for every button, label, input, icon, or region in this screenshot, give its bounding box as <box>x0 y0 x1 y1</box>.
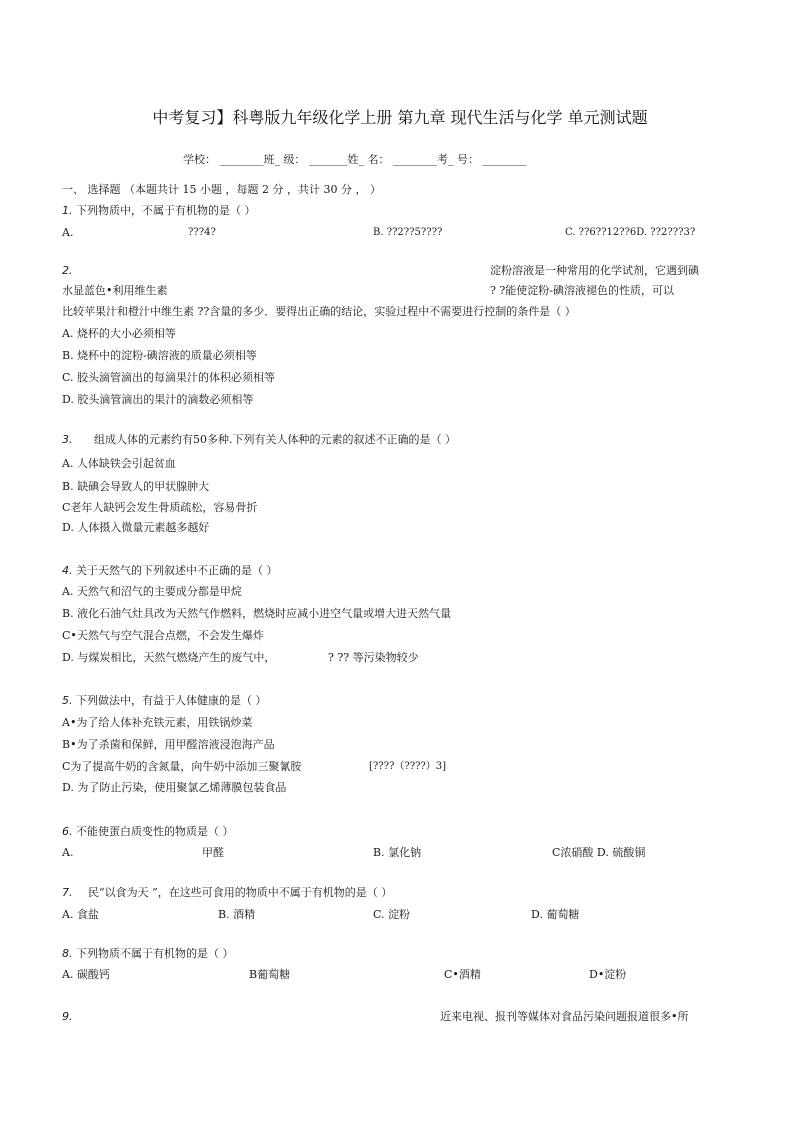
option-a: A. 天然气和沼气的主要成分都是甲烷 <box>62 585 242 598</box>
option-a: A. 碳酸钙 <box>62 968 110 981</box>
question-stem-part: 近来电视、报刊等媒体对食品污染问题报道很多•所 <box>440 1010 689 1023</box>
option-c: C•酒精 <box>444 968 481 981</box>
option-d: D. 为了防止污染，使用聚氯乙烯薄膜包装食品 <box>62 781 287 794</box>
option-d: D. 葡萄糖 <box>531 908 580 921</box>
option-c: C•天然气与空气混合点燃，不会发生爆炸 <box>62 629 264 642</box>
question-number: 8. <box>62 947 73 960</box>
option-c-formula: [????（????）3] <box>369 761 447 772</box>
option-c: C老年人缺钙会发生骨质疏松，容易骨折 <box>62 501 258 514</box>
option-c: C. 胶头滴管滴出的每滴果汁的体积必须相等 <box>62 371 276 384</box>
option-a-label: A. <box>62 846 74 859</box>
option-b: B. 烧杯中的淀粉-碘溶液的质量必须相等 <box>62 349 257 362</box>
option-a: A. 人体缺铁会引起贫血 <box>62 457 176 470</box>
option-a: A. 食盐 <box>62 908 99 921</box>
option-c: C为了提高牛奶的含氮量，向牛奶中添加三聚氰胺 <box>62 760 302 773</box>
question-number: 6. <box>62 825 73 838</box>
option-c: C. 淀粉 <box>373 908 411 921</box>
question-number: 4. <box>62 564 73 577</box>
question-number: 9. <box>62 1010 73 1023</box>
option-d: D. 与煤炭相比，天然气燃烧产生的废气中， <box>62 651 276 664</box>
option-a: A•为了给人体补充铁元素，用铁锅炒菜 <box>62 716 253 729</box>
option-d: D. 人体摄入微量元素越多越好 <box>62 521 210 534</box>
option-b: B. ??2??5???? <box>373 227 443 238</box>
option-a: ???4? <box>188 227 216 238</box>
option-b: B. 氯化钠 <box>373 846 422 859</box>
question-stem-part: 水显蓝色•利用维生素 <box>62 284 168 297</box>
option-d: D•淀粉 <box>589 968 627 981</box>
option-b: B•为了杀菌和保鲜，用甲醛溶液浸泡海产品 <box>62 738 275 751</box>
question-stem-part: 淀粉溶液是一种常用的化学试剂，它遇到碘 <box>490 264 699 277</box>
question-stem: 下列物质不属于有机物的是（ ） <box>76 947 234 960</box>
question-number: 2. <box>62 264 73 277</box>
question-number: 3. <box>62 433 73 446</box>
option-cd: C. ??6??12??6D. ??2???3? <box>565 227 696 238</box>
option-cd: C浓硝酸 D. 硫酸铜 <box>552 846 646 859</box>
question-number: 5. <box>62 694 73 707</box>
option-b: B. 酒精 <box>218 908 256 921</box>
option-b: B葡萄糖 <box>249 968 291 981</box>
option-b: B. 液化石油气灶具改为天然气作燃料，燃烧时应减小进空气量或增大进天然气量 <box>62 607 452 620</box>
option-a: 甲醛 <box>202 846 224 859</box>
question-stem: 下列物质中，不属于有机物的是（ ） <box>76 204 256 217</box>
question-number: 7. <box>62 886 73 899</box>
question-stem: 民“以食为天 ”，在这些可食用的物质中不属于有机物的是（ ） <box>88 886 393 899</box>
question-stem: 组成人体的元素约有50多种.下列有关人体种的元素的叙述不正确的是（ ） <box>94 433 456 446</box>
page-title: 中考复习】科粤版九年级化学上册 第九章 现代生活与化学 单元测试题 <box>152 108 648 127</box>
option-a: A. 烧杯的大小必须相等 <box>62 327 176 340</box>
question-stem-part: ? ?能使淀粉-碘溶液褪色的性质，可以 <box>490 284 675 297</box>
question-stem: 关于天然气的下列叙述中不正确的是（ ） <box>76 564 278 577</box>
option-a-label: A. <box>62 226 74 239</box>
question-stem: 下列做法中，有益于人体健康的是（ ） <box>76 694 267 707</box>
option-d-formula: ? ?? 等污染物较少 <box>328 651 419 664</box>
student-info-line: 学校： ________班_ 级： _______姓_ 名： ________考_ 号： ________ <box>183 153 527 166</box>
question-number: 1. <box>62 204 73 217</box>
question-stem: 不能使蛋白质变性的物质是（ ） <box>76 825 234 838</box>
option-b: B. 缺碘会导致人的甲状腺肿大 <box>62 480 210 493</box>
option-d: D. 胶头滴管滴出的果汁的滴数必须相等 <box>62 393 254 406</box>
question-stem-part: 比较苹果汁和橙汁中维生素 ??含量的多少．要得出正确的结论，实验过程中不需要进行控制的条件是（ ） <box>62 305 576 318</box>
section-heading: 一、 选择题 （本题共计 15 小题 ，每题 2 分 ，共计 30 分 ， ） <box>62 183 381 196</box>
